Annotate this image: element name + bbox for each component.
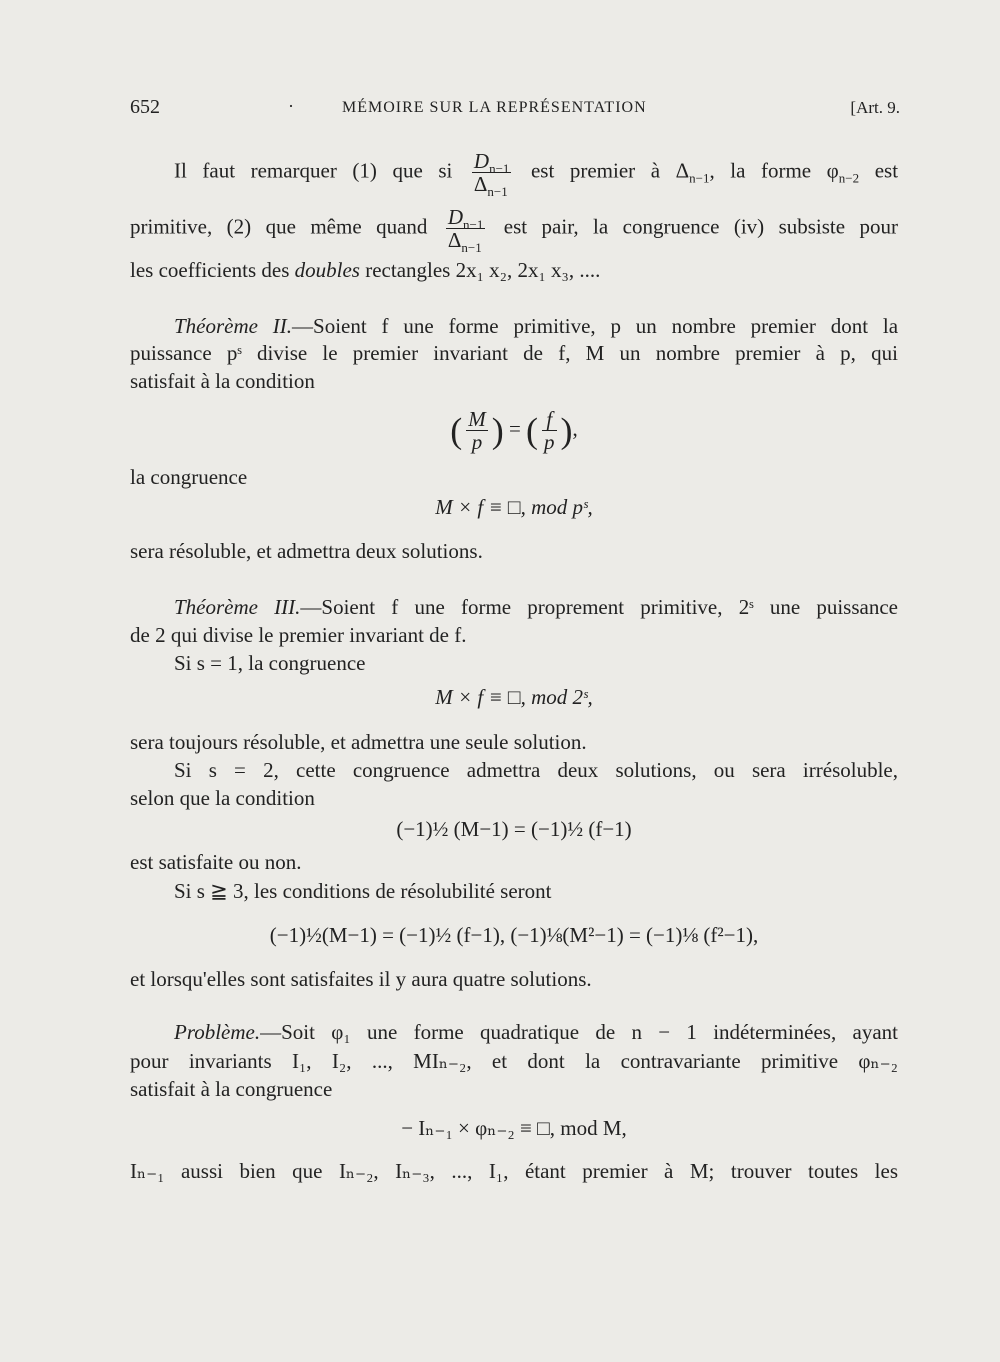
thm3-label: Théorème III. — [174, 595, 301, 619]
thm2-line-3: satisfait à la condition — [130, 369, 315, 393]
thm2-label: Théorème II. — [174, 314, 293, 338]
running-header — [130, 96, 900, 122]
thm2-line-5: sera résoluble, et admettra deux solutions. — [130, 539, 483, 563]
thm3-condition-s2: (−1)½ (M−1) = (−1)½ (f−1) — [396, 817, 632, 841]
problem-line-1: Problème.—Soit φ₁ une forme quadratique de n − 1 indéterminées, ayant — [174, 1020, 898, 1044]
problem-congruence: − Iₙ₋₁ × φₙ₋₂ ≡ □, mod M, — [401, 1116, 627, 1140]
thm2-line-4: la congruence — [130, 465, 248, 489]
thm3-line-9: et lorsqu'elles sont satisfaites il y aura quatre solutions. — [130, 967, 592, 991]
p1-line-3: les coefficients des doubles rectangles 2x₁ x₂, 2x₁ x₃, .... — [130, 258, 601, 282]
thm3-line-5: Si s = 2, cette congruence admettra deux solutions, ou sera irrésoluble, — [174, 758, 898, 782]
running-title: MÉMOIRE SUR LA REPRÉSENTATION — [342, 99, 647, 116]
thm3-conditions-s3: (−1)½(M−1) = (−1)½ (f−1), (−1)⅛(M²−1) = (−1)⅛ (f²−1), — [269, 923, 759, 947]
header-dot: · — [288, 96, 294, 116]
thm2-line-2: puissance pˢ divise le premier invariant de f, M un nombre premier à p, qui — [130, 341, 898, 365]
article-marker: [Art. 9. — [850, 98, 900, 117]
problem-line-4: Iₙ₋₁ aussi bien que Iₙ₋₂, Iₙ₋₃, ..., I₁, étant premier à M; trouver toutes les — [130, 1159, 898, 1183]
thm3-line-3: Si s = 1, la congruence — [174, 651, 366, 675]
problem-label: Problème. — [174, 1020, 261, 1044]
thm3-line-1: Théorème III.—Soient f une forme proprement primitive, 2ˢ une puissance — [174, 595, 898, 619]
thm3-line-4: sera toujours résoluble, et admettra une seule solution. — [130, 730, 587, 754]
page-number: 652 — [130, 96, 160, 118]
thm3-line-8: Si s ≧ 3, les conditions de résolubilité seront — [174, 879, 552, 903]
thm3-line-2: de 2 qui divise le premier invariant de f. — [130, 623, 467, 647]
thm2-line-1: Théorème II.—Soient f une forme primitive, p un nombre premier dont la — [174, 314, 899, 338]
fraction-d-over-delta: $\frac{D_{n-1}}{\Delta_{n-1}}$ — [473, 149, 510, 200]
thm3-line-7: est satisfaite ou non. — [130, 850, 302, 874]
thm3-line-6: selon que la condition — [130, 786, 315, 810]
problem-line-2: pour invariants I₁, I₂, ..., MIₙ₋₂, et dont la contravariante primitive φₙ₋₂ — [130, 1049, 898, 1073]
p1-line-1: Il faut remarquer (1) que si $\frac{D_{n-1}}{\Delta_{n-1}}$ est premier à $\Delta_{n-1}$, la forme $\varphi_{n-2}$ est — [174, 149, 899, 200]
fraction-d-over-delta-2: $\frac{D_{n-1}}{\Delta_{n-1}}$ — [447, 205, 484, 256]
thm3-congruence: M × f ≡ □, mod 2ˢ, — [435, 685, 593, 709]
problem-line-3: satisfait à la congruence — [130, 1077, 333, 1101]
p1-line-2: primitive, (2) que même quand $\frac{D_{n-1}}{\Delta_{n-1}}$ est pair, la congruence (iv) subsiste pour — [130, 205, 899, 256]
thm2-congruence: M × f ≡ □, mod pˢ, — [435, 495, 593, 519]
thm2-legendre-condition: ( $\frac{M}{p}$ ) = ( $\frac{f}{p}$ ), — [450, 407, 578, 454]
